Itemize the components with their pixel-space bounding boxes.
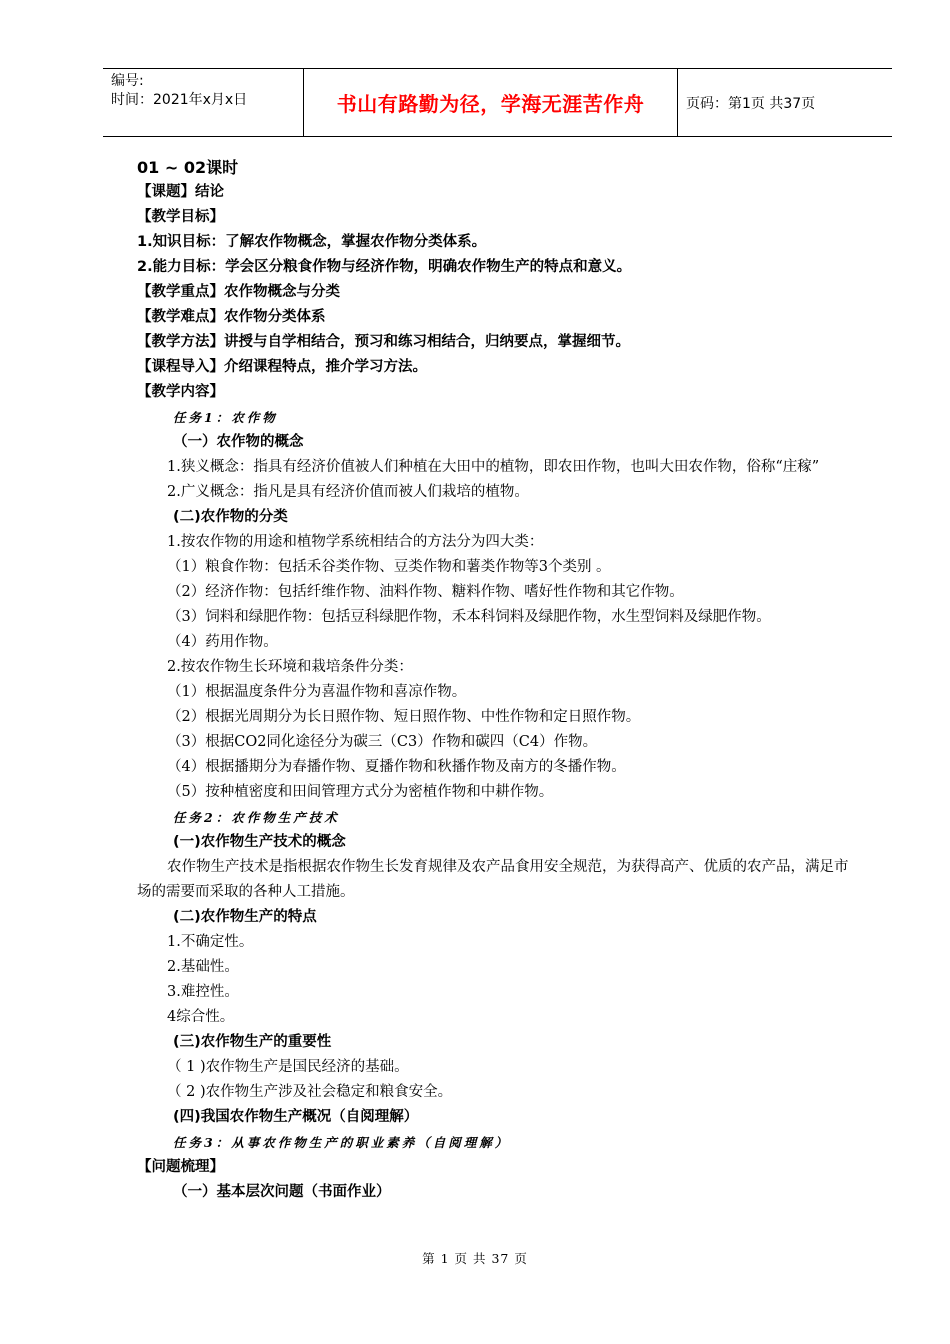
class-temperature: （1）根据温度条件分为喜温作物和喜凉作物。 bbox=[167, 684, 467, 700]
feature-2: 2.基础性。 bbox=[167, 959, 239, 975]
section-classification: (二)农作物的分类 bbox=[173, 509, 288, 525]
difficult-point: 【教学难点】农作物分类体系 bbox=[137, 309, 326, 325]
class-photoperiod: （2）根据光周期分为长日照作物、短日照作物、中性作物和定日照作物。 bbox=[167, 709, 641, 725]
tech-concept-text: 农作物生产技术是指根据农作物生长发育规律及农产品食用安全规范，为获得高产、优质的农产品，满足市场的需要而采取的各种人工措施。 bbox=[137, 859, 849, 900]
narrow-concept: 1.狭义概念：指具有经济价值被人们种植在大田中的植物，即农田作物，也叫大田农作物，俗称“庄稼” bbox=[167, 459, 820, 475]
class-density: （5）按种植密度和田间管理方式分为密植作物和中耕作物。 bbox=[167, 784, 554, 800]
header-slogan: 书山有路勤为径，学海无涯苦作舟 bbox=[304, 69, 678, 136]
problem-heading: 【问题梳理】 bbox=[137, 1159, 224, 1175]
section-importance: (三)农作物生产的重要性 bbox=[173, 1034, 332, 1050]
class-medicinal: （4）药用作物。 bbox=[167, 634, 278, 650]
topic-line: 【课题】结论 bbox=[137, 184, 224, 200]
doc-time-label: 时间：2021年x月x日 bbox=[111, 92, 248, 108]
importance-1: （ 1 )农作物生产是国民经济的基础。 bbox=[167, 1059, 409, 1075]
class-grain: （1）粮食作物：包括禾谷类作物、豆类作物和薯类作物等3个类别 。 bbox=[167, 559, 611, 575]
class-co2: （3）根据CO2同化途径分为碳三（C3）作物和碳四（C4）作物。 bbox=[167, 734, 598, 750]
class-economic: （2）经济作物：包括纤维作物、油料作物、糖料作物、嗜好性作物和其它作物。 bbox=[167, 584, 684, 600]
classification-2: 2.按农作物生长环境和栽培条件分类： bbox=[167, 659, 413, 675]
section-tech-concept: (一)农作物生产技术的概念 bbox=[173, 834, 346, 850]
task-1-heading: 任务1：农作物 bbox=[173, 410, 278, 425]
content-heading: 【教学内容】 bbox=[137, 384, 224, 400]
section-overview: (四)我国农作物生产概况（自阅理解） bbox=[173, 1109, 419, 1125]
feature-4: 4综合性。 bbox=[167, 1009, 235, 1025]
goal-knowledge: 1.知识目标：了解农作物概念，掌握农作物分类体系。 bbox=[137, 234, 487, 250]
page-footer: 第 1 页 共 37 页 bbox=[422, 1251, 528, 1266]
feature-3: 3.难控性。 bbox=[167, 984, 239, 1000]
class-sowing: （4）根据播期分为春播作物、夏播作物和秋播作物及南方的冬播作物。 bbox=[167, 759, 626, 775]
classification-1: 1.按农作物的用途和植物学系统相结合的方法分为四大类： bbox=[167, 534, 544, 550]
basic-questions-heading: （一）基本层次问题（书面作业） bbox=[173, 1184, 391, 1200]
teaching-method: 【教学方法】讲授与自学相结合，预习和练习相结合，归纳要点，掌握细节。 bbox=[137, 334, 630, 350]
doc-id-label: 编号: bbox=[111, 73, 144, 89]
section-features: (二)农作物生产的特点 bbox=[173, 909, 317, 925]
section-concept: （一）农作物的概念 bbox=[173, 434, 304, 450]
key-point: 【教学重点】农作物概念与分类 bbox=[137, 284, 340, 300]
lesson-hours: 01 ~ 02课时 bbox=[137, 158, 239, 177]
document-body bbox=[137, 155, 862, 1205]
course-intro: 【课程导入】介绍课程特点，推介学习方法。 bbox=[137, 359, 427, 375]
task-3-heading: 任务3：从事农作物生产的职业素养（自阅理解） bbox=[173, 1135, 511, 1150]
broad-concept: 2.广义概念：指凡是具有经济价值而被人们栽培的植物。 bbox=[167, 484, 529, 500]
goals-heading: 【教学目标】 bbox=[137, 209, 224, 225]
header-meta-cell bbox=[103, 69, 304, 136]
header-table bbox=[103, 68, 892, 137]
feature-1: 1.不确定性。 bbox=[167, 934, 254, 950]
goal-ability: 2.能力目标：学会区分粮食作物与经济作物，明确农作物生产的特点和意义。 bbox=[137, 259, 632, 275]
class-fodder: （3）饲料和绿肥作物：包括豆科绿肥作物，禾本科饲料及绿肥作物，水生型饲料及绿肥作物。 bbox=[167, 609, 771, 625]
task-2-heading: 任务2：农作物生产技术 bbox=[173, 810, 340, 825]
header-page-label: 页码：第1页 共37页 bbox=[686, 95, 816, 112]
importance-2: （ 2 )农作物生产涉及社会稳定和粮食安全。 bbox=[167, 1084, 453, 1100]
